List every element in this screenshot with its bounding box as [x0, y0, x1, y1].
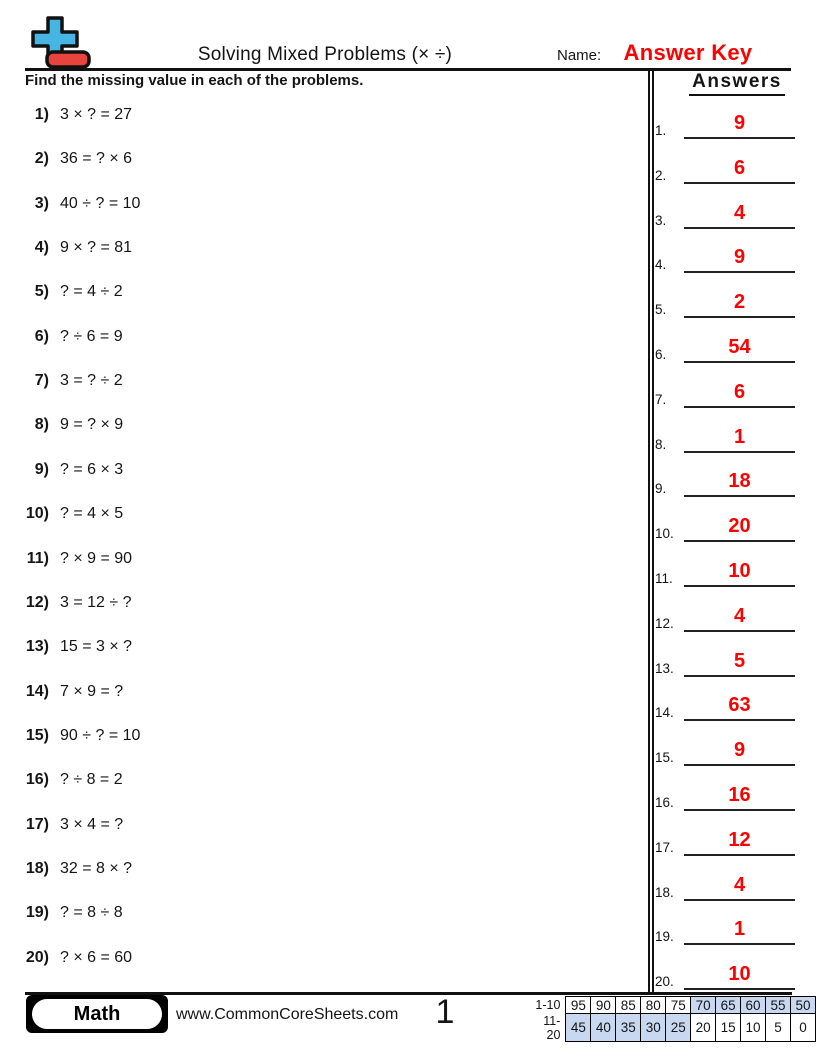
answer-number: 5. [655, 302, 667, 318]
problem-equation: ? × 6 = 60 [60, 948, 133, 966]
answer-number: 16. [655, 795, 674, 810]
problem-number: 12) [25, 593, 49, 611]
answer-value: 10 [728, 560, 751, 582]
answer-value: 1 [733, 425, 746, 448]
problem-equation: ? = 8 ÷ 8 [60, 904, 123, 922]
answer-item [650, 871, 800, 901]
answer-blank-line [684, 137, 795, 139]
answer-item [650, 199, 800, 229]
answer-blank-line [684, 630, 795, 632]
answer-value: 12 [728, 828, 751, 851]
problem-item [25, 949, 132, 971]
problem-equation: ? ÷ 8 = 2 [60, 771, 123, 789]
answer-blank-line [684, 182, 795, 184]
answer-number: 7. [655, 391, 667, 407]
score-table-body [530, 997, 816, 1042]
problem-item [25, 683, 123, 705]
problem-equation: 3 × 4 = ? [60, 815, 124, 833]
answer-value: 9 [733, 112, 746, 134]
answer-item [650, 826, 800, 856]
answer-value: 54 [728, 336, 751, 358]
problem-number: 2) [34, 150, 49, 168]
problem-item [25, 638, 132, 660]
problem-number: 3) [34, 194, 49, 212]
problem-item [25, 727, 140, 749]
answer-value: 63 [728, 694, 751, 717]
answer-value: 6 [733, 156, 746, 179]
page-number: 1 [435, 993, 455, 1031]
website-link: www.CommonCoreSheets.com [176, 1006, 399, 1023]
score-row [530, 997, 816, 1014]
score-table [530, 996, 816, 1042]
problem-number: 5) [34, 283, 49, 301]
score-cell: 20 [691, 1014, 716, 1042]
problem-number: 8) [34, 416, 49, 434]
answer-number: 19. [655, 929, 674, 945]
problem-item [25, 904, 123, 926]
problem-number: 19) [25, 904, 49, 922]
answer-blank-line [684, 540, 795, 542]
answer-item [650, 602, 800, 632]
problem-number: 15) [25, 726, 49, 744]
answer-blank-line [684, 809, 795, 811]
answer-number: 12. [655, 615, 674, 631]
answer-item [650, 960, 800, 990]
problem-item [25, 416, 123, 438]
problem-equation: 7 × 9 = ? [60, 682, 124, 700]
score-cell: 60 [741, 997, 766, 1014]
answer-number: 10. [655, 526, 674, 542]
answer-blank-line [684, 899, 795, 901]
score-cell: 75 [666, 997, 691, 1014]
answers-list [650, 112, 800, 1037]
answer-item [650, 647, 800, 677]
problem-equation: 15 = 3 × ? [60, 638, 133, 656]
answer-blank-line [684, 361, 795, 363]
problem-item [25, 328, 123, 350]
answer-item [650, 512, 800, 542]
answer-value: 16 [728, 784, 751, 806]
answer-blank-line [684, 495, 795, 497]
answer-number: 3. [655, 212, 667, 228]
answer-value: 6 [733, 380, 746, 403]
problem-item [25, 195, 140, 217]
answer-item [650, 243, 800, 273]
answers-heading: Answers [689, 71, 785, 96]
score-cell: 55 [766, 997, 791, 1014]
score-cell: 15 [716, 1014, 741, 1042]
problem-equation: ? = 4 × 5 [60, 505, 124, 523]
answer-number: 20. [655, 974, 674, 990]
subject-badge-pill [32, 999, 162, 1029]
answer-blank-line [684, 585, 795, 587]
score-cell: 45 [566, 1014, 591, 1042]
answer-number: 9. [655, 481, 667, 497]
page-title: Solving Mixed Problems (× ÷) [197, 44, 453, 65]
problem-number: 13) [25, 638, 49, 656]
problem-item [25, 771, 123, 793]
score-range-label: 11-20 [543, 1013, 561, 1042]
answer-item [650, 423, 800, 453]
answer-number: 13. [655, 660, 674, 676]
problem-item [25, 150, 132, 172]
problem-number: 20) [25, 948, 49, 966]
problem-item [25, 239, 132, 261]
answer-blank-line [684, 316, 795, 318]
score-cell: 30 [641, 1014, 666, 1042]
problem-equation: ? = 6 × 3 [60, 460, 124, 478]
score-cell: 50 [791, 997, 816, 1014]
answer-value: 5 [733, 649, 746, 672]
answer-value: 10 [728, 963, 751, 986]
answer-value: 4 [733, 873, 746, 896]
answer-blank-line [684, 227, 795, 229]
problem-equation: 32 = 8 × ? [60, 859, 133, 877]
problem-equation: 9 = ? × 9 [60, 416, 124, 434]
problem-item [25, 106, 132, 128]
answer-item [650, 467, 800, 497]
answer-number: 2. [655, 167, 667, 183]
problem-item [25, 283, 123, 305]
score-cell: 80 [641, 997, 666, 1014]
score-cell: 10 [741, 1014, 766, 1042]
answer-blank-line [684, 271, 795, 273]
problem-item [25, 461, 123, 483]
problem-equation: ? = 4 ÷ 2 [60, 283, 123, 301]
answer-item [650, 154, 800, 184]
answer-item [650, 691, 800, 721]
problem-number: 10) [25, 505, 49, 523]
problem-item [25, 816, 123, 838]
answer-number: 15. [655, 750, 674, 766]
answers-heading-wrap [662, 71, 812, 96]
answer-item [650, 288, 800, 318]
problem-number: 18) [25, 859, 49, 877]
problem-number: 6) [34, 327, 49, 345]
problem-number: 4) [34, 239, 49, 257]
answer-item [650, 915, 800, 945]
answer-number: 1. [655, 123, 667, 138]
problem-item [25, 860, 132, 882]
problem-item [25, 372, 123, 394]
score-range-label: 1-10 [535, 998, 561, 1012]
score-cell: 70 [691, 997, 716, 1014]
answer-value: 18 [728, 470, 751, 493]
instructions-text: Find the missing value in each of the problems. [25, 72, 364, 89]
answer-key-value: Answer Key [623, 40, 753, 65]
problem-equation: ? × 9 = 90 [60, 549, 133, 567]
answer-blank-line [684, 764, 795, 766]
problem-equation: 90 ÷ ? = 10 [60, 726, 141, 744]
score-cell: 65 [716, 997, 741, 1014]
problem-item [25, 550, 132, 572]
answer-value: 4 [733, 604, 746, 627]
problem-number: 1) [34, 106, 49, 123]
answer-value: 2 [733, 291, 746, 314]
score-cell: 35 [616, 1014, 641, 1042]
answer-blank-line [684, 943, 795, 945]
answer-number: 17. [655, 839, 674, 855]
problem-equation: 40 ÷ ? = 10 [60, 194, 141, 212]
answer-number: 8. [655, 436, 667, 452]
problem-equation: 3 × ? = 27 [60, 106, 133, 123]
problem-item [25, 594, 132, 616]
problem-number: 11) [26, 549, 49, 567]
score-cell: 5 [766, 1014, 791, 1042]
answer-blank-line [684, 406, 795, 408]
answer-number: 4. [655, 257, 667, 273]
answer-item [650, 333, 800, 363]
answer-blank-line [684, 719, 795, 721]
problem-number: 16) [25, 771, 49, 789]
answer-value: 9 [733, 246, 746, 269]
answer-blank-line [684, 451, 795, 453]
answer-value: 9 [733, 739, 746, 762]
answer-item [650, 557, 800, 587]
answer-blank-line [684, 854, 795, 856]
score-cell: 0 [791, 1014, 816, 1042]
score-cell: 25 [666, 1014, 691, 1042]
problem-equation: 3 = ? ÷ 2 [60, 372, 123, 390]
score-cell: 90 [591, 997, 616, 1014]
problem-number: 9) [34, 460, 49, 478]
name-label: Name: [557, 47, 602, 64]
subject-badge [26, 995, 168, 1033]
answer-number: 18. [655, 884, 674, 900]
problem-number: 7) [34, 372, 49, 390]
problem-equation: 3 = 12 ÷ ? [60, 593, 132, 611]
problem-equation: 36 = ? × 6 [60, 150, 133, 168]
subject-badge-label: Math [73, 1002, 121, 1025]
answer-value: 1 [733, 918, 746, 941]
problem-equation: 9 × ? = 81 [60, 239, 133, 257]
answer-number: 11. [655, 571, 673, 586]
problem-equation: ? ÷ 6 = 9 [60, 327, 123, 345]
answer-number: 14. [655, 705, 674, 721]
score-cell: 40 [591, 1014, 616, 1042]
answer-number: 6. [655, 347, 667, 362]
score-cell: 85 [616, 997, 641, 1014]
score-row [530, 1014, 816, 1042]
answer-item [650, 109, 800, 139]
score-cell: 95 [566, 997, 591, 1014]
answer-item [650, 736, 800, 766]
answer-item [650, 378, 800, 408]
problem-number: 14) [25, 682, 49, 700]
problem-number: 17) [25, 815, 49, 833]
answer-blank-line [684, 988, 795, 990]
answer-item [650, 781, 800, 811]
problems-list [25, 106, 625, 986]
answer-value: 20 [728, 515, 751, 538]
answer-blank-line [684, 675, 795, 677]
answer-value: 4 [733, 201, 746, 224]
problem-item [25, 505, 123, 527]
